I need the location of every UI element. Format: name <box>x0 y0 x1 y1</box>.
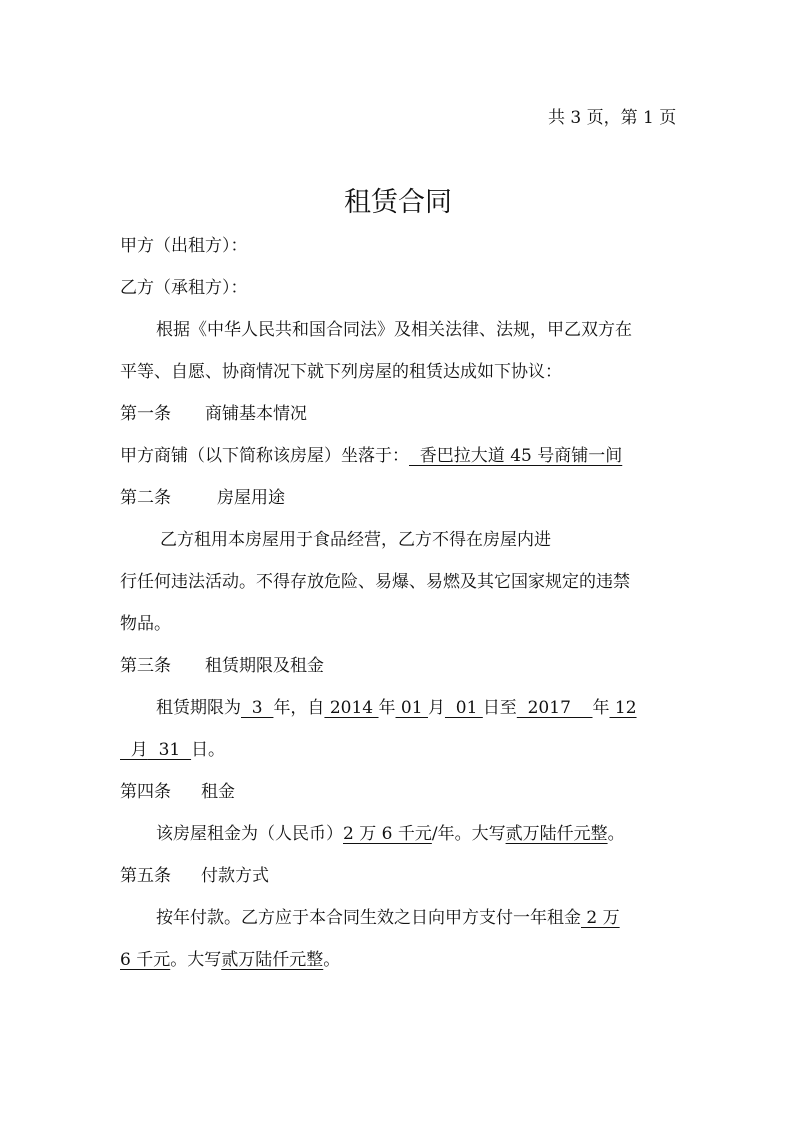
article-2-line-2: 行任何违法活动。不得存放危险、易爆、易燃及其它国家规定的违禁 <box>120 572 630 592</box>
payment-line <box>156 906 620 930</box>
preamble-line-2: 平等、自愿、协商情况下就下列房屋的租赁达成如下协议： <box>120 362 562 382</box>
page-indicator: 共 3 页，第 1 页 <box>548 108 677 128</box>
pay-middle: 。大写 <box>170 950 222 970</box>
lease-term-line <box>156 696 637 720</box>
article-1-number: 第一条 <box>120 404 171 424</box>
start-month: 01 <box>395 698 428 718</box>
pay-end: 。 <box>323 950 341 970</box>
term-years: 3 <box>241 698 274 718</box>
pay-value-b: 6 千元 <box>120 950 171 970</box>
rent-prefix: 该房屋租金为（人民币） <box>156 824 343 844</box>
article-2-number: 第二条 <box>120 488 171 508</box>
article-5-heading <box>120 864 269 888</box>
term-text: 日。 <box>191 740 226 760</box>
term-text: 年 <box>592 698 610 718</box>
start-year: 2014 <box>324 698 379 718</box>
location-value: 香巴拉大道 45 号商铺一间 <box>409 446 623 466</box>
article-4-number: 第四条 <box>120 782 171 802</box>
article-3-heading <box>120 654 324 678</box>
rent-upper: 贰万陆仟元整 <box>505 824 608 844</box>
term-text: 年，自 <box>273 698 325 718</box>
location-label: 甲方商铺（以下简称该房屋）坐落于： <box>120 446 409 466</box>
article-2-line-1: 乙方租用本房屋用于食品经营，乙方不得在房屋内进 <box>160 530 551 550</box>
term-prefix: 租赁期限为 <box>156 698 241 718</box>
end-month: 12 <box>609 698 637 718</box>
term-text: 月 <box>427 698 445 718</box>
end-year: 2017 <box>516 698 593 718</box>
payment-line-2 <box>120 948 340 972</box>
article-2-heading <box>120 486 285 510</box>
article-1-title: 商铺基本情况 <box>205 404 307 424</box>
article-5-number: 第五条 <box>120 866 171 886</box>
article-5-title: 付款方式 <box>201 866 269 886</box>
article-4-heading <box>120 780 235 804</box>
party-b-label: 乙方（承租方）： <box>120 278 248 298</box>
rent-middle: /年。大写 <box>431 824 506 844</box>
end-month-cont: 月 <box>120 740 148 760</box>
article-2-line-3: 物品。 <box>120 614 171 634</box>
rent-end: 。 <box>607 824 625 844</box>
term-text: 年 <box>378 698 396 718</box>
start-day: 01 <box>444 698 483 718</box>
party-a-label: 甲方（出租方）： <box>120 236 248 256</box>
article-3-number: 第三条 <box>120 656 171 676</box>
document-title: 租赁合同 <box>344 187 452 218</box>
article-2-title: 房屋用途 <box>217 488 285 508</box>
pay-value-a: 2 万 <box>581 908 620 928</box>
article-4-title: 租金 <box>201 782 235 802</box>
article-1-location <box>120 444 622 468</box>
preamble-line-1: 根据《中华人民共和国合同法》及相关法律、法规，甲乙双方在 <box>156 320 632 340</box>
end-day: 31 <box>147 740 192 760</box>
pay-upper: 贰万陆仟元整 <box>221 950 324 970</box>
article-1-heading <box>120 402 307 426</box>
rent-line <box>156 822 625 846</box>
lease-term-line-2 <box>120 738 225 762</box>
pay-prefix: 按年付款。乙方应于本合同生效之日向甲方支付一年租金 <box>156 908 581 928</box>
rent-value: 2 万 6 千元 <box>343 824 432 844</box>
term-text: 日至 <box>482 698 517 718</box>
article-3-title: 租赁期限及租金 <box>205 656 324 676</box>
